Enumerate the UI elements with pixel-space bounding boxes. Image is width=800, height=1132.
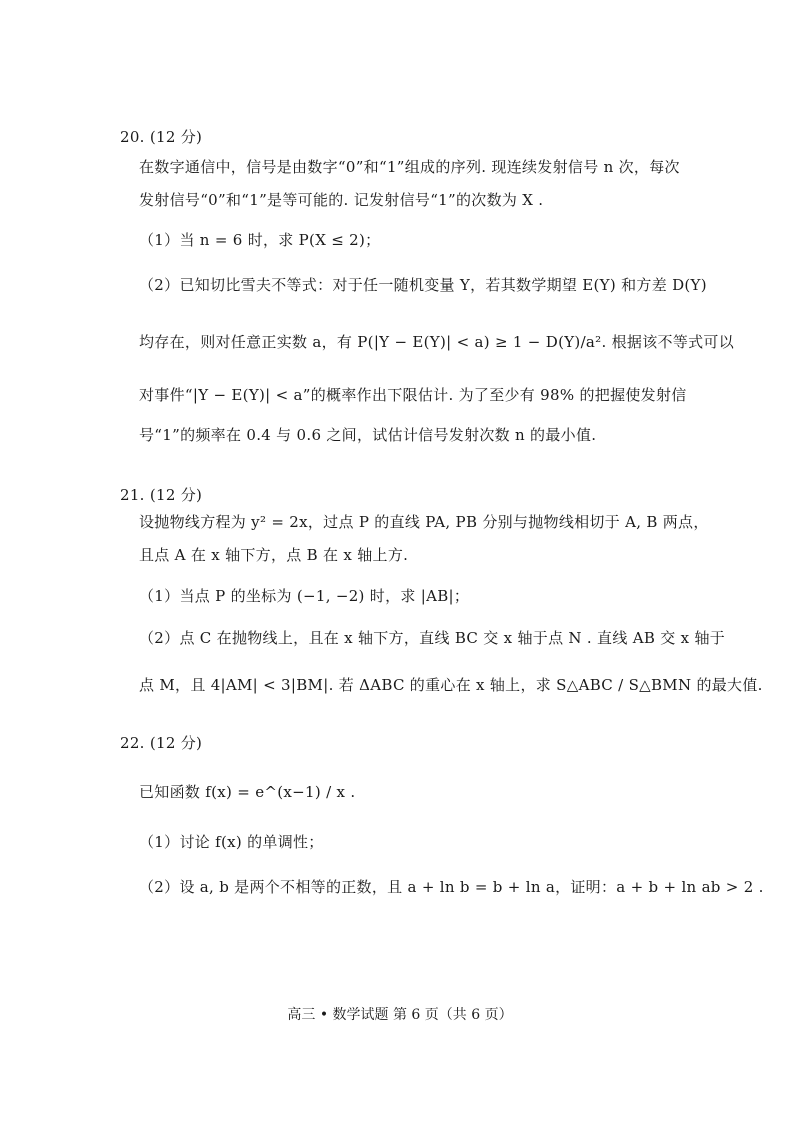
q20-part2-line4: 号“1”的频率在 0.4 与 0.6 之间，试估计信号发射次数 n 的最小值. [139, 426, 597, 444]
q20-part2-line1: （2）已知切比雪夫不等式：对于任一随机变量 Y，若其数学期望 E(Y) 和方差 D(Y) [139, 276, 707, 294]
q22-intro: 已知函数 f(x) = e^(x−1) / x . [139, 783, 356, 801]
q20-header: 20. (12 分) [120, 128, 203, 146]
q22-header: 22. (12 分) [120, 734, 203, 752]
q22-part2: （2）设 a, b 是两个不相等的正数，且 a + ln b = b + ln a，证明：a + b + ln ab > 2 . [139, 878, 764, 896]
q21-header: 21. (12 分) [120, 486, 203, 504]
q22-part1: （1）讨论 f(x) 的单调性； [139, 833, 324, 851]
q21-intro-line2: 且点 A 在 x 轴下方，点 B 在 x 轴上方. [139, 546, 409, 564]
q20-part2-line2: 均存在，则对任意正实数 a，有 P(|Y − E(Y)| < a) ≥ 1 − D(Y)/a². 根据该不等式可以 [139, 333, 735, 351]
q21-part2-line2: 点 M，且 4|AM| < 3|BM|. 若 ΔABC 的重心在 x 轴上，求 S△ABC / S△BMN 的最大值. [139, 676, 763, 694]
q21-part1: （1）当点 P 的坐标为 (−1, −2) 时，求 |AB|； [139, 587, 470, 605]
q20-part2-line3: 对事件“|Y − E(Y)| < a”的概率作出下限估计. 为了至少有 98% 的把握使发射信 [139, 386, 687, 404]
page-footer: 高三 • 数学试题 第 6 页（共 6 页） [287, 1007, 513, 1023]
q21-part2-line1: （2）点 C 在抛物线上，且在 x 轴下方，直线 BC 交 x 轴于点 N . 直线 AB 交 x 轴于 [139, 629, 726, 647]
q20-part1: （1）当 n = 6 时，求 P(X ≤ 2)； [139, 231, 381, 249]
q20-intro-line2: 发射信号“0”和“1”是等可能的. 记发射信号“1”的次数为 X . [139, 191, 544, 209]
q21-intro-line1: 设抛物线方程为 y² = 2x，过点 P 的直线 PA, PB 分别与抛物线相切于 A, B 两点， [139, 513, 709, 531]
q20-intro-line1: 在数字通信中，信号是由数字“0”和“1”组成的序列. 现连续发射信号 n 次，每次 [139, 158, 680, 176]
